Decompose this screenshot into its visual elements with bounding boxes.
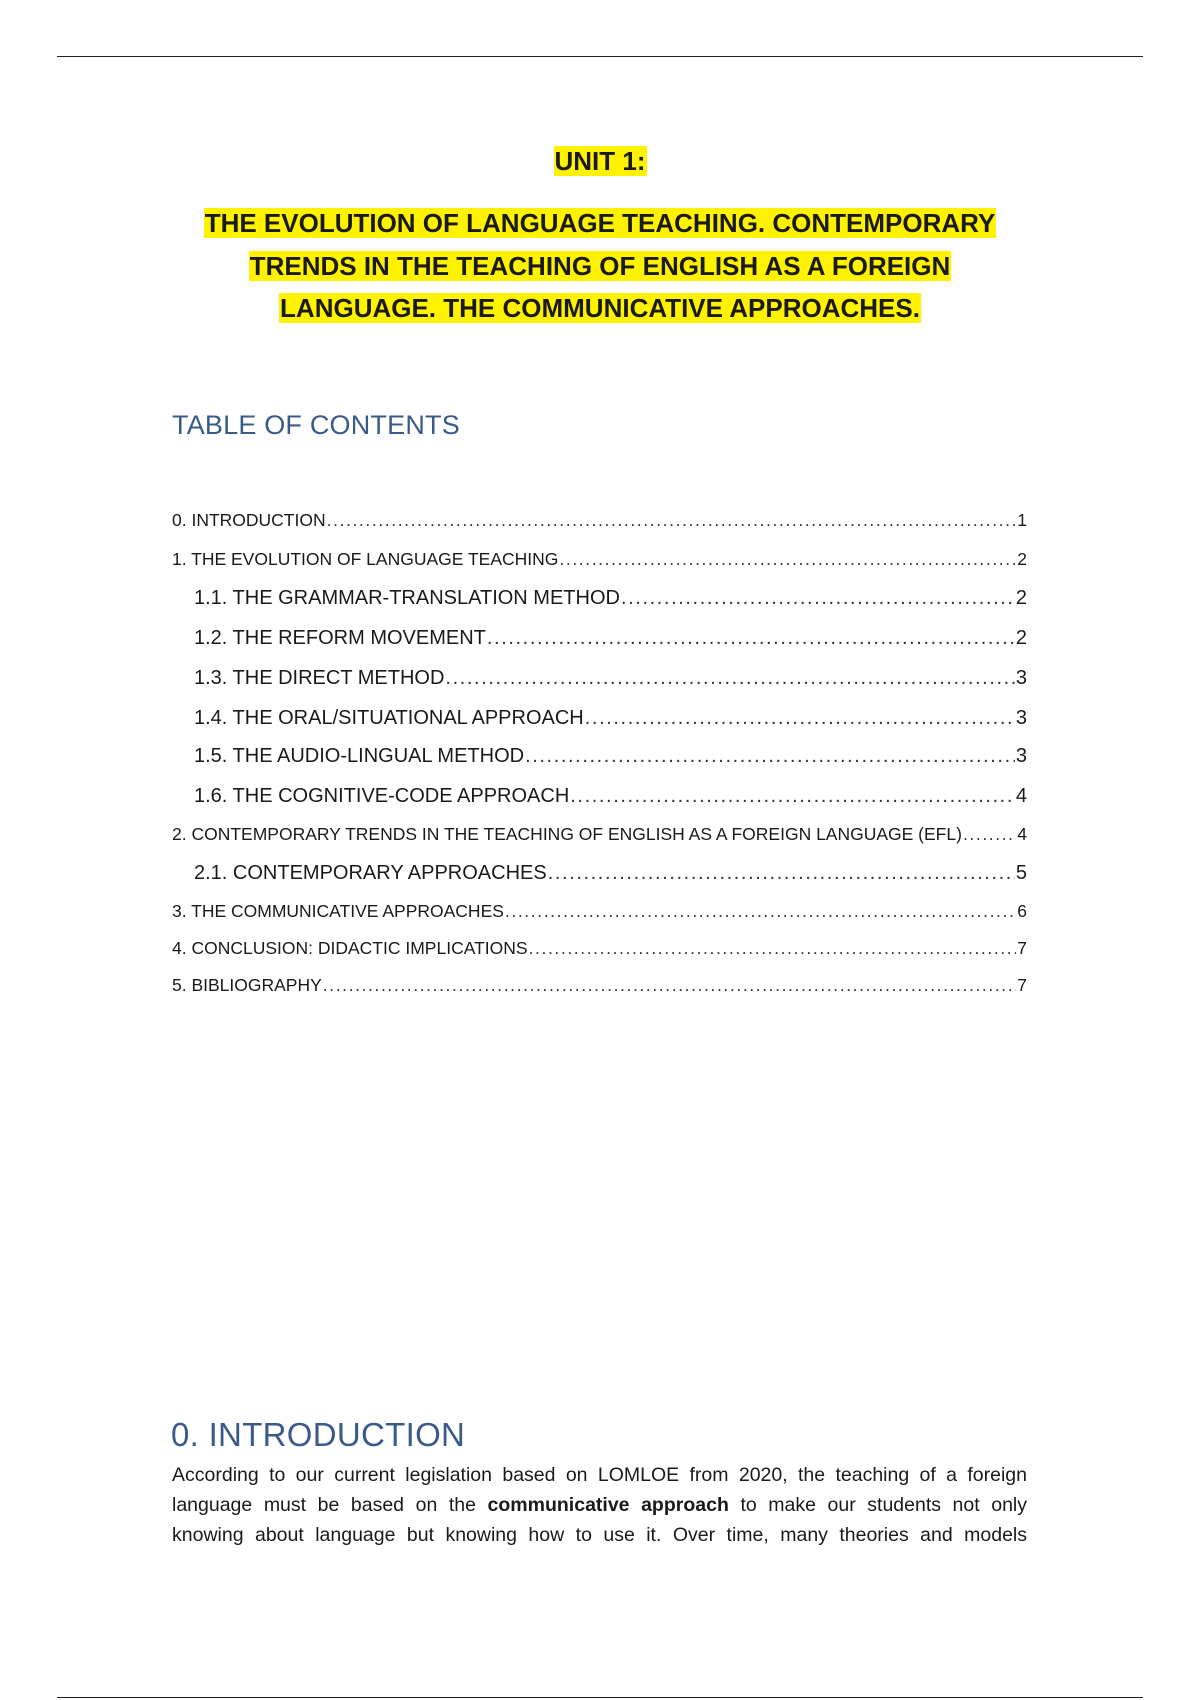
intro-line-1: According to our current legislation based on LOMLOE from 2020, the teaching of a foreign <box>172 1464 1027 1486</box>
toc-entry-page: 2 <box>1015 627 1027 649</box>
toc-entry-label: 1.2. THE REFORM MOVEMENT <box>194 627 486 649</box>
toc-entry[interactable] <box>172 510 1027 531</box>
toc-entry[interactable] <box>172 549 1027 570</box>
toc-entry[interactable] <box>194 627 1027 650</box>
toc-entry-label: 1.1. THE GRAMMAR-TRANSLATION METHOD <box>194 587 620 609</box>
toc-entry-label: 1.4. THE ORAL/SITUATIONAL APPROACH <box>194 707 584 729</box>
toc-entry-label: 1.5. THE AUDIO-LINGUAL METHOD <box>194 745 525 767</box>
toc-entry[interactable] <box>172 901 1027 922</box>
title-line-2: TRENDS IN THE TEACHING OF ENGLISH AS A FOREIGN <box>249 250 951 281</box>
toc-entry-page: 3 <box>1015 745 1027 767</box>
intro-line-3: knowing about language but knowing how to use it. Over time, many theories and models <box>172 1524 1027 1546</box>
toc-entry-label: 2. CONTEMPORARY TRENDS IN THE TEACHING OF ENGLISH AS A FOREIGN LANGUAGE (EFL) <box>172 824 962 844</box>
toc-entry[interactable] <box>172 938 1027 959</box>
toc-entry[interactable] <box>172 824 1027 845</box>
intro-line-2 <box>172 1490 1027 1520</box>
introduction-heading: 0. INTRODUCTION <box>171 1416 466 1453</box>
toc-entry-page: 3 <box>1015 707 1027 729</box>
document-title <box>150 202 1050 330</box>
toc-entry-label: 5. BIBLIOGRAPHY <box>172 975 322 995</box>
toc-entry[interactable] <box>194 745 1027 768</box>
toc-entry-label: 1.6. THE COGNITIVE-CODE APPROACH <box>194 785 570 807</box>
toc-entry-page: 6 <box>1017 901 1027 921</box>
toc-dot-leader <box>570 785 1015 808</box>
unit-label <box>0 144 1200 178</box>
toc-entry[interactable] <box>194 707 1027 730</box>
toc-entry-page: 3 <box>1015 667 1027 689</box>
toc-entry-label: 4. CONCLUSION: DIDACTIC IMPLICATIONS <box>172 938 528 958</box>
toc-entry-page: 7 <box>1017 975 1027 995</box>
toc-entry-page: 2 <box>1015 587 1027 609</box>
communicative-approach-bold: communicative approach <box>487 1494 729 1516</box>
toc-entry-label: 2.1. CONTEMPORARY APPROACHES <box>194 862 547 884</box>
toc-entry-page: 4 <box>1017 824 1027 844</box>
toc-dot-leader <box>525 745 1015 768</box>
toc-entry-page: 2 <box>1017 549 1027 569</box>
toc-dot-leader <box>323 975 1016 996</box>
toc-dot-leader <box>529 938 1017 959</box>
unit-label-text: UNIT 1: <box>554 146 646 176</box>
toc-entry[interactable] <box>194 667 1027 690</box>
intro-line-2-start: language must be based on the <box>172 1494 476 1516</box>
toc-dot-leader <box>505 901 1016 922</box>
intro-line-2-end: to make our students not only <box>740 1494 1028 1516</box>
toc-dot-leader <box>963 824 1016 845</box>
toc-dot-leader <box>327 510 1017 531</box>
toc-entry[interactable] <box>194 862 1027 885</box>
toc-entry-page: 5 <box>1015 862 1027 884</box>
toc-entry-label: 0. INTRODUCTION <box>172 510 326 530</box>
toc-entry[interactable] <box>172 975 1027 996</box>
toc-entry-page: 4 <box>1015 785 1027 807</box>
toc-entry-label: 1.3. THE DIRECT METHOD <box>194 667 445 689</box>
title-line-3: LANGUAGE. THE COMMUNICATIVE APPROACHES. <box>280 293 920 323</box>
toc-dot-leader <box>487 627 1015 650</box>
toc-dot-leader <box>548 862 1015 885</box>
toc-dot-leader <box>445 667 1014 690</box>
toc-dot-leader <box>559 549 1016 570</box>
toc-entry[interactable] <box>194 785 1027 808</box>
toc-entry-page: 7 <box>1017 938 1027 958</box>
header-rule <box>57 56 1143 57</box>
toc-dot-leader <box>585 707 1015 730</box>
footer-rule <box>57 1697 1143 1698</box>
title-line-1: THE EVOLUTION OF LANGUAGE TEACHING. CONTEMPORARY <box>204 208 996 238</box>
toc-entry[interactable] <box>194 587 1027 610</box>
toc-entry-label: 1. THE EVOLUTION OF LANGUAGE TEACHING <box>172 549 559 569</box>
toc-entry-page: 1 <box>1017 510 1027 530</box>
toc-heading: TABLE OF CONTENTS <box>172 410 460 440</box>
toc-entry-label: 3. THE COMMUNICATIVE APPROACHES <box>172 901 504 921</box>
introduction-paragraph <box>172 1460 1027 1550</box>
toc-dot-leader <box>621 587 1015 610</box>
